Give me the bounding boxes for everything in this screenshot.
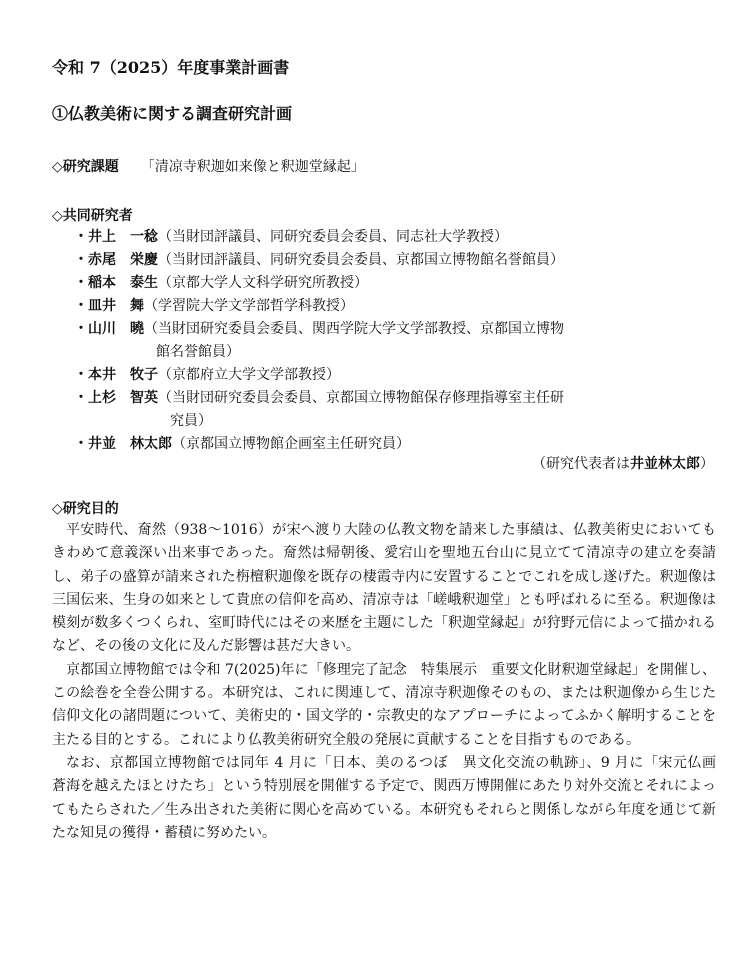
section-title: ①仏教美術に関する調査研究計画 <box>52 104 293 123</box>
purpose-paragraph: 京都国立博物館では令和 7(2025)年に「修理完了記念 特集展示 重要文化財釈迦堂縁起」を開催し、この絵巻を全巻公開する。本研究は、これに関連して、清凉寺釈迦像そのもの、または釈迦像から生じた信仰文化の諸問題について、美術史的・国文学的・宗教史的なアプローチによってふかく解明することを主たる目的とする。これにより仏教美術研究全般の発展に貢献することを目指すものである。 <box>52 661 716 748</box>
representative-name: 井並林太郎 <box>630 456 700 472</box>
member-name: ・井並 林太郎 <box>74 436 172 452</box>
list-item <box>74 364 714 387</box>
member-affiliation: （当財団研究委員会委員、京都国立博物館保存修理指導室主任研 究員） <box>158 387 714 433</box>
member-name: ・山川 曉 <box>74 321 144 337</box>
list-item <box>74 272 714 295</box>
collaborators-heading: ◇共同研究者 <box>52 208 133 224</box>
list-item <box>74 295 714 318</box>
purpose-paragraph: なお、京都国立博物館では同年 4 月に「日本、美のるつぼ 異文化交流の軌跡」、9 月に「宋元仏画 蒼海を越えたほとけたち」という特別展を開催する予定で、関西万博開催にあたり対外交流とそれによってもたらされた／生み出された美術に関心を高めている。本研究もそれらと関係しながら年度を通じて新たな知見の獲得・蓄積に努めたい。 <box>52 754 730 841</box>
purpose-paragraph: 平安時代、奝然（938～1016）が宋へ渡り大陸の仏教文物を請来した事績は、仏教美術史においてもきわめて意義深い出来事であった。奝然は帰朝後、愛宕山を聖地五台山に見立てて清凉寺の建立を奏請し、弟子の盛算が請来された栴檀釈迦像を既存の棲霞寺内に安置することでこれを成し遂げた。釈迦像は三国伝来、生身の如来として貴庶の信仰を高め、清凉寺は「嵯峨釈迦堂」とも呼ばれるに至る。釈迦像は模刻が数多くつくられ、室町時代にはその来歴を主題にした「釈迦堂縁起」が狩野元信によって描かれるなど、その後の文化に及んだ影響は甚だ大きい。 <box>52 522 716 655</box>
list-item <box>74 249 714 272</box>
member-affiliation-continuation: 究員） <box>170 413 212 429</box>
research-topic <box>52 156 365 176</box>
list-item <box>74 318 714 364</box>
purpose-body <box>52 519 730 845</box>
purpose-heading: ◇研究目的 <box>52 501 119 517</box>
member-affiliation: （学習院大学文学部哲学科教授） <box>144 298 354 314</box>
document-title: 令和 7（2025）年度事業計画書 <box>52 58 290 77</box>
research-topic-value: 「清凉寺釈迦如来像と釈迦堂縁起」 <box>140 159 365 175</box>
member-name: ・稲本 泰生 <box>74 275 158 291</box>
list-item <box>74 226 714 249</box>
member-affiliation: （当財団評議員、同研究委員会委員、同志社大学教授） <box>158 229 508 245</box>
representative-note: （研究代表者は井並林太郎） <box>532 456 714 472</box>
member-name: ・赤尾 栄慶 <box>74 252 158 268</box>
member-affiliation-continuation: 館名誉館員） <box>156 344 240 360</box>
member-affiliation: （当財団評議員、同研究委員会委員、京都国立博物館名誉館員） <box>158 252 564 268</box>
list-item <box>74 387 714 433</box>
member-name: ・本井 牧子 <box>74 367 158 383</box>
collaborators-list <box>74 226 714 456</box>
member-affiliation: （当財団研究委員会委員、関西学院大学文学部教授、京都国立博物 館名誉館員） <box>144 318 714 364</box>
member-name: ・上杉 智英 <box>74 390 158 406</box>
research-topic-label: ◇研究課題 <box>52 159 119 175</box>
member-affiliation: （京都大学人文科学研究所教授） <box>158 275 368 291</box>
member-name: ・井上 一稔 <box>74 229 158 245</box>
member-affiliation: （京都国立博物館企画室主任研究員） <box>172 436 410 452</box>
member-affiliation: （京都府立大学文学部教授） <box>158 367 340 383</box>
member-name: ・皿井 舞 <box>74 298 144 314</box>
